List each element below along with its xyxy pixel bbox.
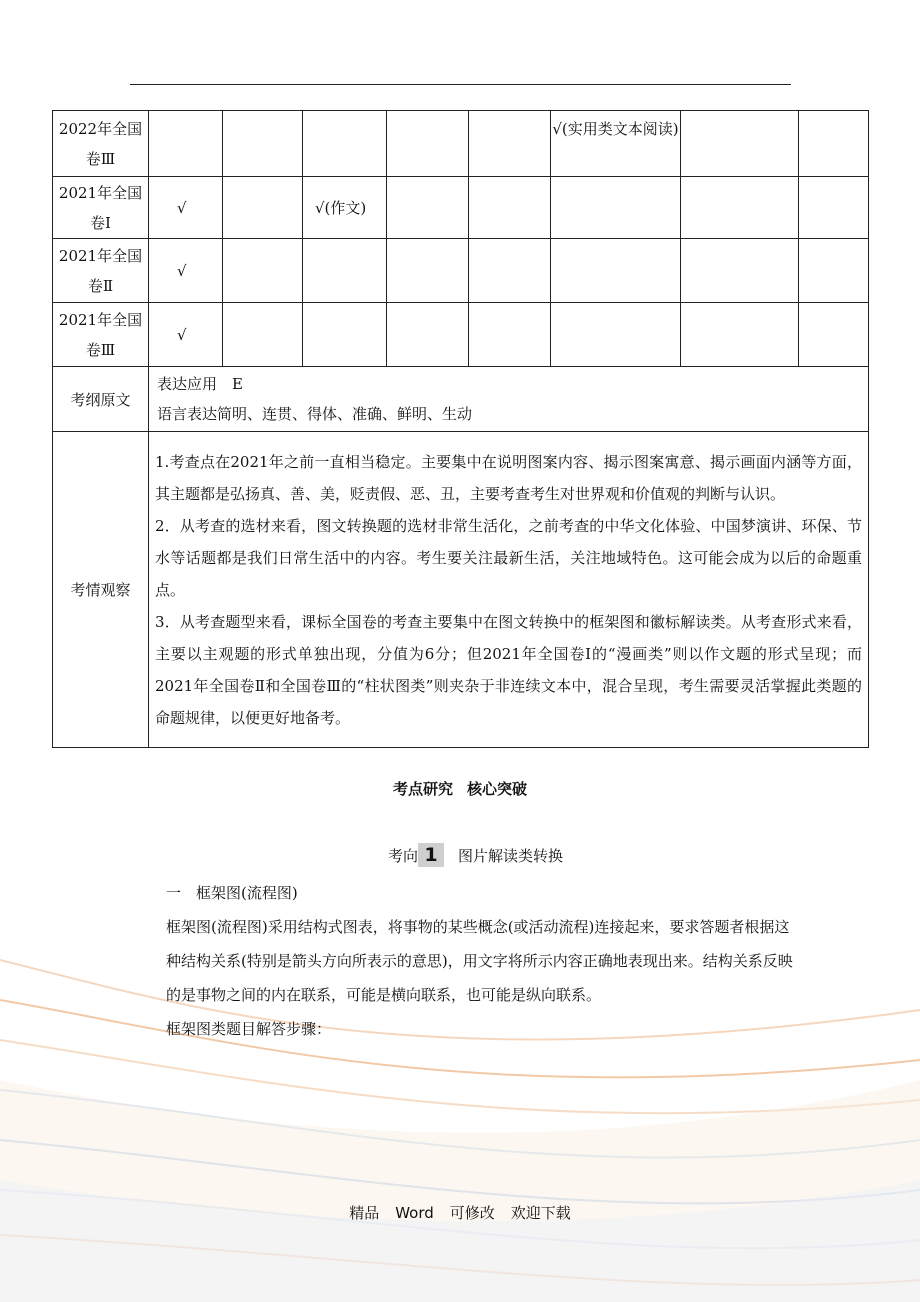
year-cell: 2021年全国卷Ⅲ bbox=[53, 303, 149, 367]
footer-word: 精品 bbox=[349, 1204, 380, 1222]
outline-label: 考纲原文 bbox=[53, 367, 149, 432]
table-row bbox=[53, 239, 869, 303]
section-title bbox=[0, 778, 920, 799]
check-cell: √ bbox=[149, 303, 223, 367]
observation-label: 考情观察 bbox=[53, 432, 149, 748]
body-content bbox=[134, 876, 794, 1046]
direction-title: 图片解读类转换 bbox=[458, 846, 564, 865]
body-paragraph: 框架图(流程图)采用结构式图表，将事物的某些概念(或活动流程)连接起来，要求答题者根据这种结构关系(特别是箭头方向所表示的意思)，用文字将所示内容正确地表现出来。结构关系反映的是事物之间的内在联系，可能是横向联系，也可能是纵向联系。 bbox=[166, 918, 793, 1004]
exam-table bbox=[52, 110, 869, 748]
outline-content bbox=[149, 367, 869, 432]
header-rule bbox=[130, 84, 791, 85]
table-row bbox=[53, 177, 869, 239]
table-row bbox=[53, 303, 869, 367]
direction-heading bbox=[388, 842, 563, 868]
outline-line: 语言表达简明、连贯、得体、准确、鲜明、生动 bbox=[157, 405, 473, 423]
observation-paragraph: 2．从考查的选材来看，图文转换题的选材非常生活化，之前考查的中华文化体验、中国梦演讲、环保、节水等话题都是我们日常生活中的内容。考生要关注最新生活，关注地域特色。这可能会成为以后的命题重点。 bbox=[155, 516, 862, 599]
observation-paragraph: 3．从考查题型来看，课标全国卷的考查主要集中在图文转换中的框架图和徽标解读类。从考查形式来看，主要以主观题的形式单独出现，分值为6分；但2021年全国卷Ⅰ的“漫画类”则以作文题的形式呈现；而2021年全国卷Ⅱ和全国卷Ⅲ的“柱状图类”则夹杂于非连续文本中，混合呈现，考生需要灵活掌握此类题的命题规律，以便更好地备考。 bbox=[155, 612, 862, 727]
check-cell: √ bbox=[149, 177, 223, 239]
section-title-part: 考点研究 bbox=[392, 780, 453, 798]
check-cell: √(作文) bbox=[303, 177, 387, 239]
section-title-part: 核心突破 bbox=[467, 780, 528, 798]
outline-line: 表达应用 E bbox=[157, 375, 243, 393]
page-footer bbox=[0, 1202, 920, 1223]
footer-word: 可修改 bbox=[449, 1204, 495, 1222]
subsection-heading: 一 框架图(流程图) bbox=[166, 884, 298, 902]
check-cell: √(实用类文本阅读) bbox=[551, 111, 681, 177]
direction-number-badge: 1 bbox=[418, 843, 444, 867]
year-cell: 2021年全国卷Ⅰ bbox=[53, 177, 149, 239]
year-cell: 2021年全国卷Ⅱ bbox=[53, 239, 149, 303]
observation-content bbox=[149, 432, 869, 748]
observation-paragraph: 1.考查点在2021年之前一直相当稳定。主要集中在说明图案内容、揭示图案寓意、揭示画面内涵等方面，其主题都是弘扬真、善、美，贬责假、恶、丑，主要考查考生对世界观和价值观的判断与认识。 bbox=[155, 452, 862, 503]
table-row bbox=[53, 432, 869, 748]
direction-prefix: 考向 bbox=[388, 846, 419, 865]
footer-word: Word bbox=[395, 1204, 434, 1222]
table-row bbox=[53, 111, 869, 177]
table-row bbox=[53, 367, 869, 432]
footer-word: 欢迎下载 bbox=[510, 1204, 571, 1222]
body-paragraph: 框架图类题目解答步骤： bbox=[166, 1020, 332, 1038]
year-cell: 2022年全国卷Ⅲ bbox=[53, 111, 149, 177]
check-cell: √ bbox=[149, 239, 223, 303]
